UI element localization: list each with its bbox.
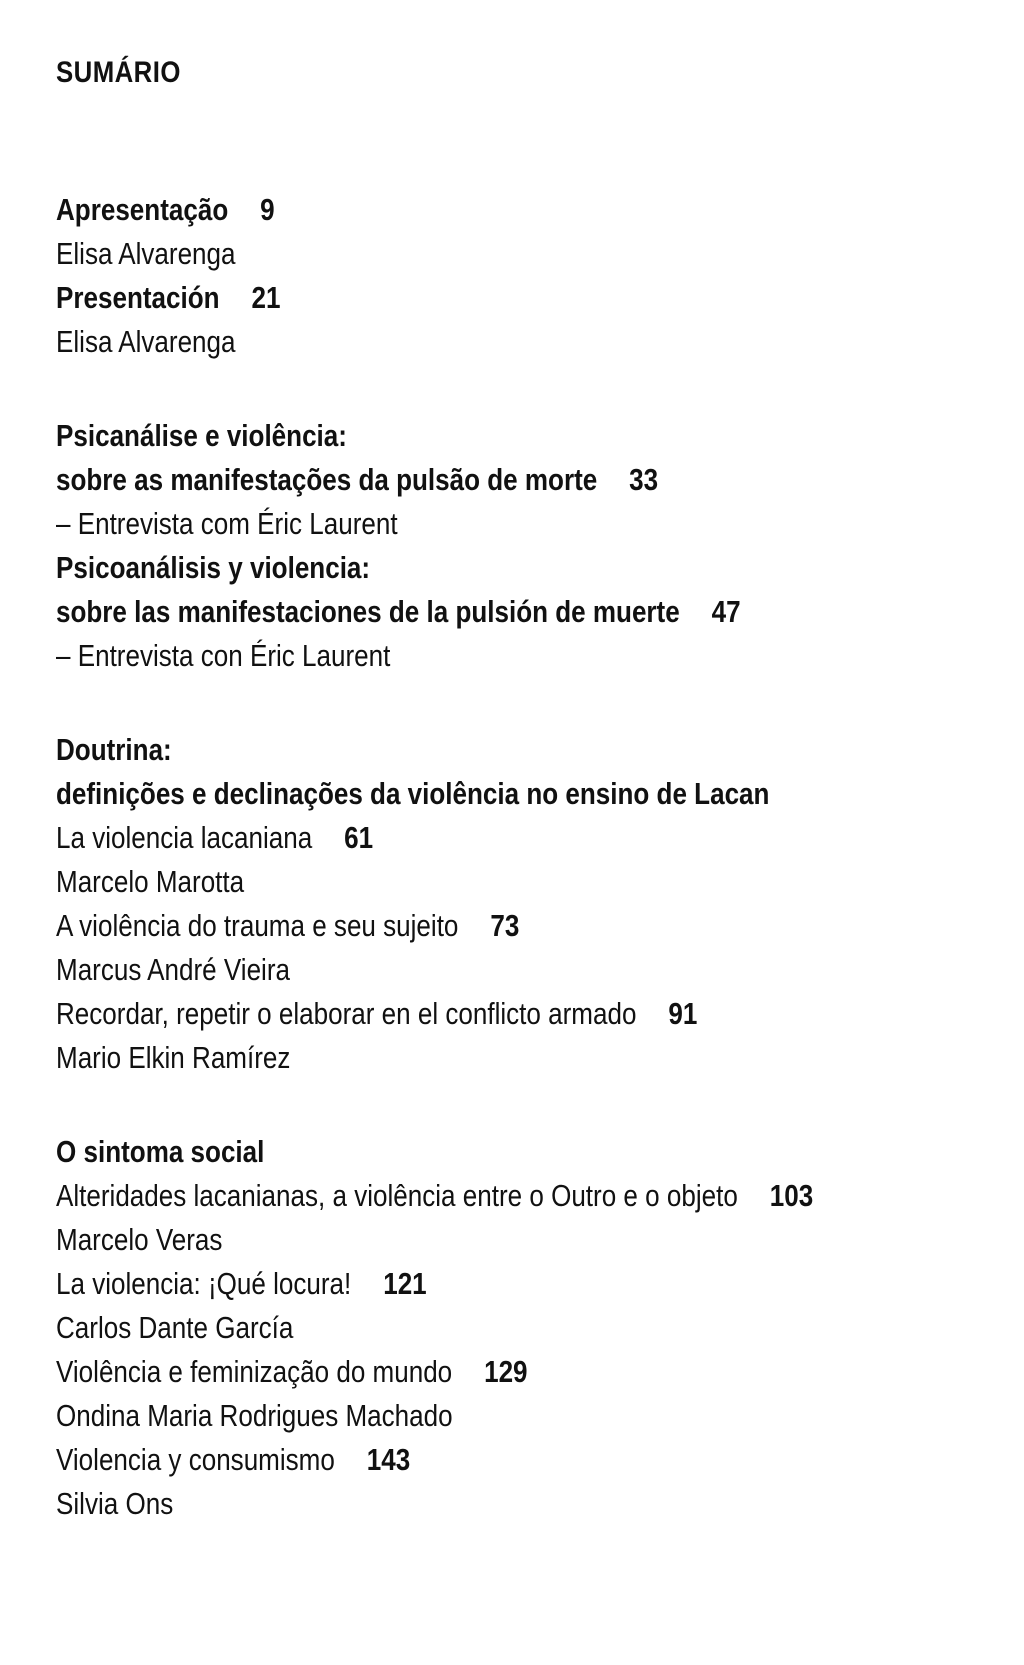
entry-title: Apresentação: [56, 192, 229, 227]
entry-title: Psicanálise e violência:: [56, 418, 347, 453]
entry-title: La violencia: ¡Qué locura!: [56, 1266, 352, 1301]
table-of-contents: [56, 0, 996, 1665]
entry-author: Marcelo Veras: [56, 1222, 223, 1257]
entry-title: A violência do trauma e seu sujeito: [56, 908, 459, 943]
entry-title: sobre las manifestaciones de la pulsión de muerte: [56, 594, 680, 629]
page-number: 121: [383, 1266, 427, 1301]
toc-entry-title: [56, 1440, 410, 1480]
entry-author: Ondina Maria Rodrigues Machado: [56, 1398, 453, 1433]
toc-entry-title: [56, 190, 275, 230]
entry-title: Recordar, repetir o elaborar en el conflicto armado: [56, 996, 637, 1031]
entry-author: Marcus André Vieira: [56, 952, 290, 987]
entry-author: Silvia Ons: [56, 1486, 174, 1521]
entry-title: Violencia y consumismo: [56, 1442, 335, 1477]
entry-title: Violência e feminização do mundo: [56, 1354, 453, 1389]
page-number: 73: [490, 908, 520, 943]
page-number: 33: [629, 462, 659, 497]
toc-entry-title: [56, 278, 280, 318]
page-number: 21: [251, 280, 281, 315]
entry-author: Carlos Dante García: [56, 1310, 294, 1345]
entry-title: La violencia lacaniana: [56, 820, 313, 855]
entry-author: Elisa Alvarenga: [56, 236, 236, 271]
page-number: 47: [711, 594, 741, 629]
toc-entry-title: [56, 592, 741, 632]
page-title: SUMÁRIO: [56, 56, 181, 89]
section-title: Doutrina:: [56, 732, 172, 767]
page-number: 103: [769, 1178, 814, 1213]
entry-subtitle: – Entrevista com Éric Laurent: [56, 506, 398, 541]
page-number: 129: [484, 1354, 528, 1389]
entry-title: sobre as manifestações da pulsão de morte: [56, 462, 598, 497]
section-title: O sintoma social: [56, 1134, 265, 1169]
toc-entry-title: [56, 1352, 528, 1392]
entry-author: Mario Elkin Ramírez: [56, 1040, 291, 1075]
page-number: 61: [344, 820, 374, 855]
toc-entry-title: [56, 460, 658, 500]
entry-title: Presentación: [56, 280, 220, 315]
entry-author: Marcelo Marotta: [56, 864, 245, 899]
page-number: 9: [260, 192, 275, 227]
entry-subtitle: – Entrevista con Éric Laurent: [56, 638, 391, 673]
toc-entry-title: [56, 906, 519, 946]
section-subtitle: definições e declinações da violência no ensino de Lacan: [56, 776, 770, 811]
toc-entry-title: [56, 994, 697, 1034]
page-number: 91: [668, 996, 698, 1031]
page-number: 143: [366, 1442, 411, 1477]
toc-entry-title: [56, 1176, 813, 1216]
toc-entry-title: [56, 1264, 427, 1304]
entry-author: Elisa Alvarenga: [56, 324, 236, 359]
entry-title: Alteridades lacanianas, a violência entre o Outro e o objeto: [56, 1178, 738, 1213]
toc-entry-title: [56, 818, 373, 858]
entry-title: Psicoanálisis y violencia:: [56, 550, 371, 585]
